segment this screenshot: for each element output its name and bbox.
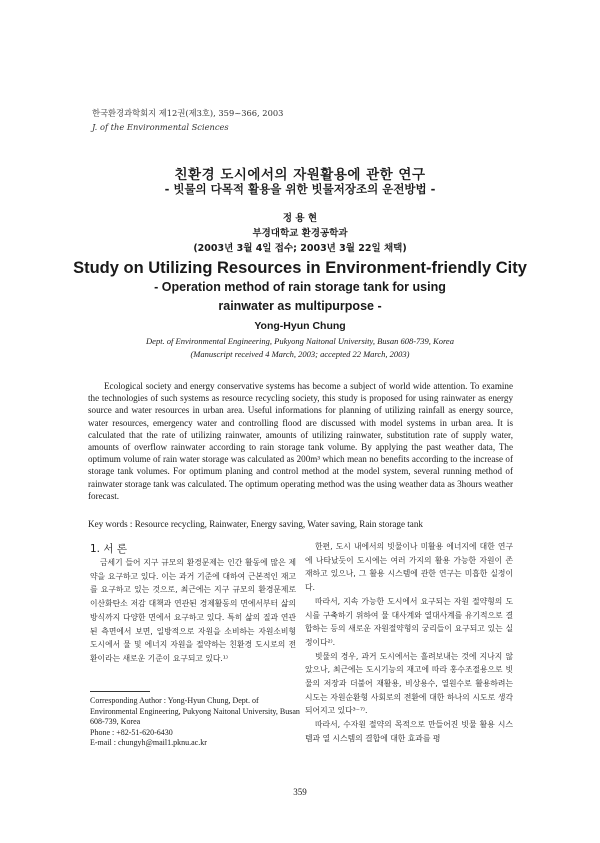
english-subtitle: - Operation method of rain storage tank for using rainwater as multipurpose - xyxy=(154,280,446,313)
right-paragraph: 한편, 도시 내에서의 빗물이나 미활용 에너지에 대한 연구에 나타났듯이 도시에는 여러 가지의 활용 가능한 자원이 존재하고 있으나, 그 활용 시스템에 관한 연구는 미흡한 실정이다. xyxy=(305,542,513,593)
footnote-divider xyxy=(90,691,150,692)
left-column-text: 금세기 들어 지구 규모의 환경문제는 인간 활동에 많은 제약을 요구하고 있다. 이는 과거 기준에 대하여 근본적인 재고를 요구하고 있는 것으로, 최근에는 지구 규모의 환경문제로 이산화탄소 저감 대책과 연관된 경제활동의 면에서부터 삶의 방식까지 다양한 면에서 요구하고 있다. 특히 삶의 질과 연관된 측면에서 보면, 일방적으로 자원을 소비하는 자원소비형 도시에서 물 및 에너지 자원을 절약하는 친환경 도시로의 전환이라는 새로운 기준이 요구되고 있다.¹⁾ xyxy=(90,558,296,663)
footnote-email: E-mail : chungyh@mail1.pknu.ac.kr xyxy=(90,738,207,747)
korean-received: (2003년 3월 4일 접수; 2003년 3월 22일 채택) xyxy=(193,243,407,254)
english-author: Yong-Hyun Chung xyxy=(254,320,346,332)
abstract: Ecological society and energy conservative systems has become a subject of world wide attention. To examine the technologies of such systems as resource recycling society, this study is proposed for using rainwater as energy source and water resources in urban area. Useful informations for planning of utilizing rainfall as energy source, water resources, emergency water and controlling flood are discussed with model systems in urban area. It is calculated that the rate of utilizing rainwater, amounts of utilizing rainwater, substitution rate of supply water, amounts of overflow rainwater according to rain storage tank volume. By applying the past weather data, The optimum volume of rain water storage was calculated as 200m³ which mean no benefits according to the increase of storage tank volumes. For optimum planing and control method at the model system, several running method of rainwater storage tank was calculated. The optimum operating method was the using weather data as 3hours weather forecast. xyxy=(88,381,513,501)
section-heading: 1. 서 론 xyxy=(90,543,127,555)
journal-ko: 한국환경과학회지 제12권(제3호), 359~366, 2003 xyxy=(92,108,284,118)
right-column xyxy=(305,540,513,746)
journal-en: J. of the Environmental Sciences xyxy=(92,122,229,132)
page-number: 359 xyxy=(293,787,307,797)
right-paragraph: 따라서, 지속 가능한 도시에서 요구되는 자원 절약형의 도시를 구축하기 위하여 물 대사계와 열대사계를 유기적으로 결합하는 등의 새로운 자원절약형의 궁리들이 요구되고 있는 실정이다²⁾. xyxy=(305,596,513,647)
journal-header xyxy=(92,106,283,134)
korean-title: 친환경 도시에서의 자원활용에 관한 연구 xyxy=(174,167,426,183)
korean-subtitle: - 빗물의 다목적 활용을 위한 빗물저장조의 운전방법 - xyxy=(164,182,436,196)
english-affiliation: Dept. of Environmental Engineering, Pukyong Naitonal University, Busan 608-739, Korea xyxy=(146,336,454,346)
keywords: Key words : Resource recycling, Rainwater, Energy saving, Water saving, Rain storage tank xyxy=(88,519,423,529)
right-paragraph: 따라서, 수자원 절약의 목적으로 만들어진 빗물 활용 시스템과 열 시스템의 결합에 대한 효과를 평 xyxy=(305,720,513,743)
english-title: Study on Utilizing Resources in Environment-friendly City xyxy=(73,259,527,277)
korean-affiliation: 부경대학교 환경공학과 xyxy=(252,228,348,239)
english-received: (Manuscript received 4 March, 2003; accepted 22 March, 2003) xyxy=(190,349,410,359)
right-paragraph: 빗물의 경우, 과거 도시에서는 흘려보내는 것에 지나지 않았으나, 최근에는 도시기능의 재고에 따라 홍수조절용으로 빗물의 저장과 더불어 재활용, 비상용수, 열원수로 활용하려는 시도는 자원순환형 사회로의 전환에 대한 하나의 시도로 생각되어지고 있다³⁻⁷⁾. xyxy=(305,651,513,716)
footnote-author: Corresponding Author : Yong-Hyun Chung, Dept. of Environmental Engineering, Pukyong Naitonal University, Busan 608-739, Korea xyxy=(90,696,300,726)
footnote xyxy=(90,696,300,749)
korean-author: 정 용 현 xyxy=(282,213,318,224)
footnote-phone: Phone : +82-51-620-6430 xyxy=(90,727,173,737)
